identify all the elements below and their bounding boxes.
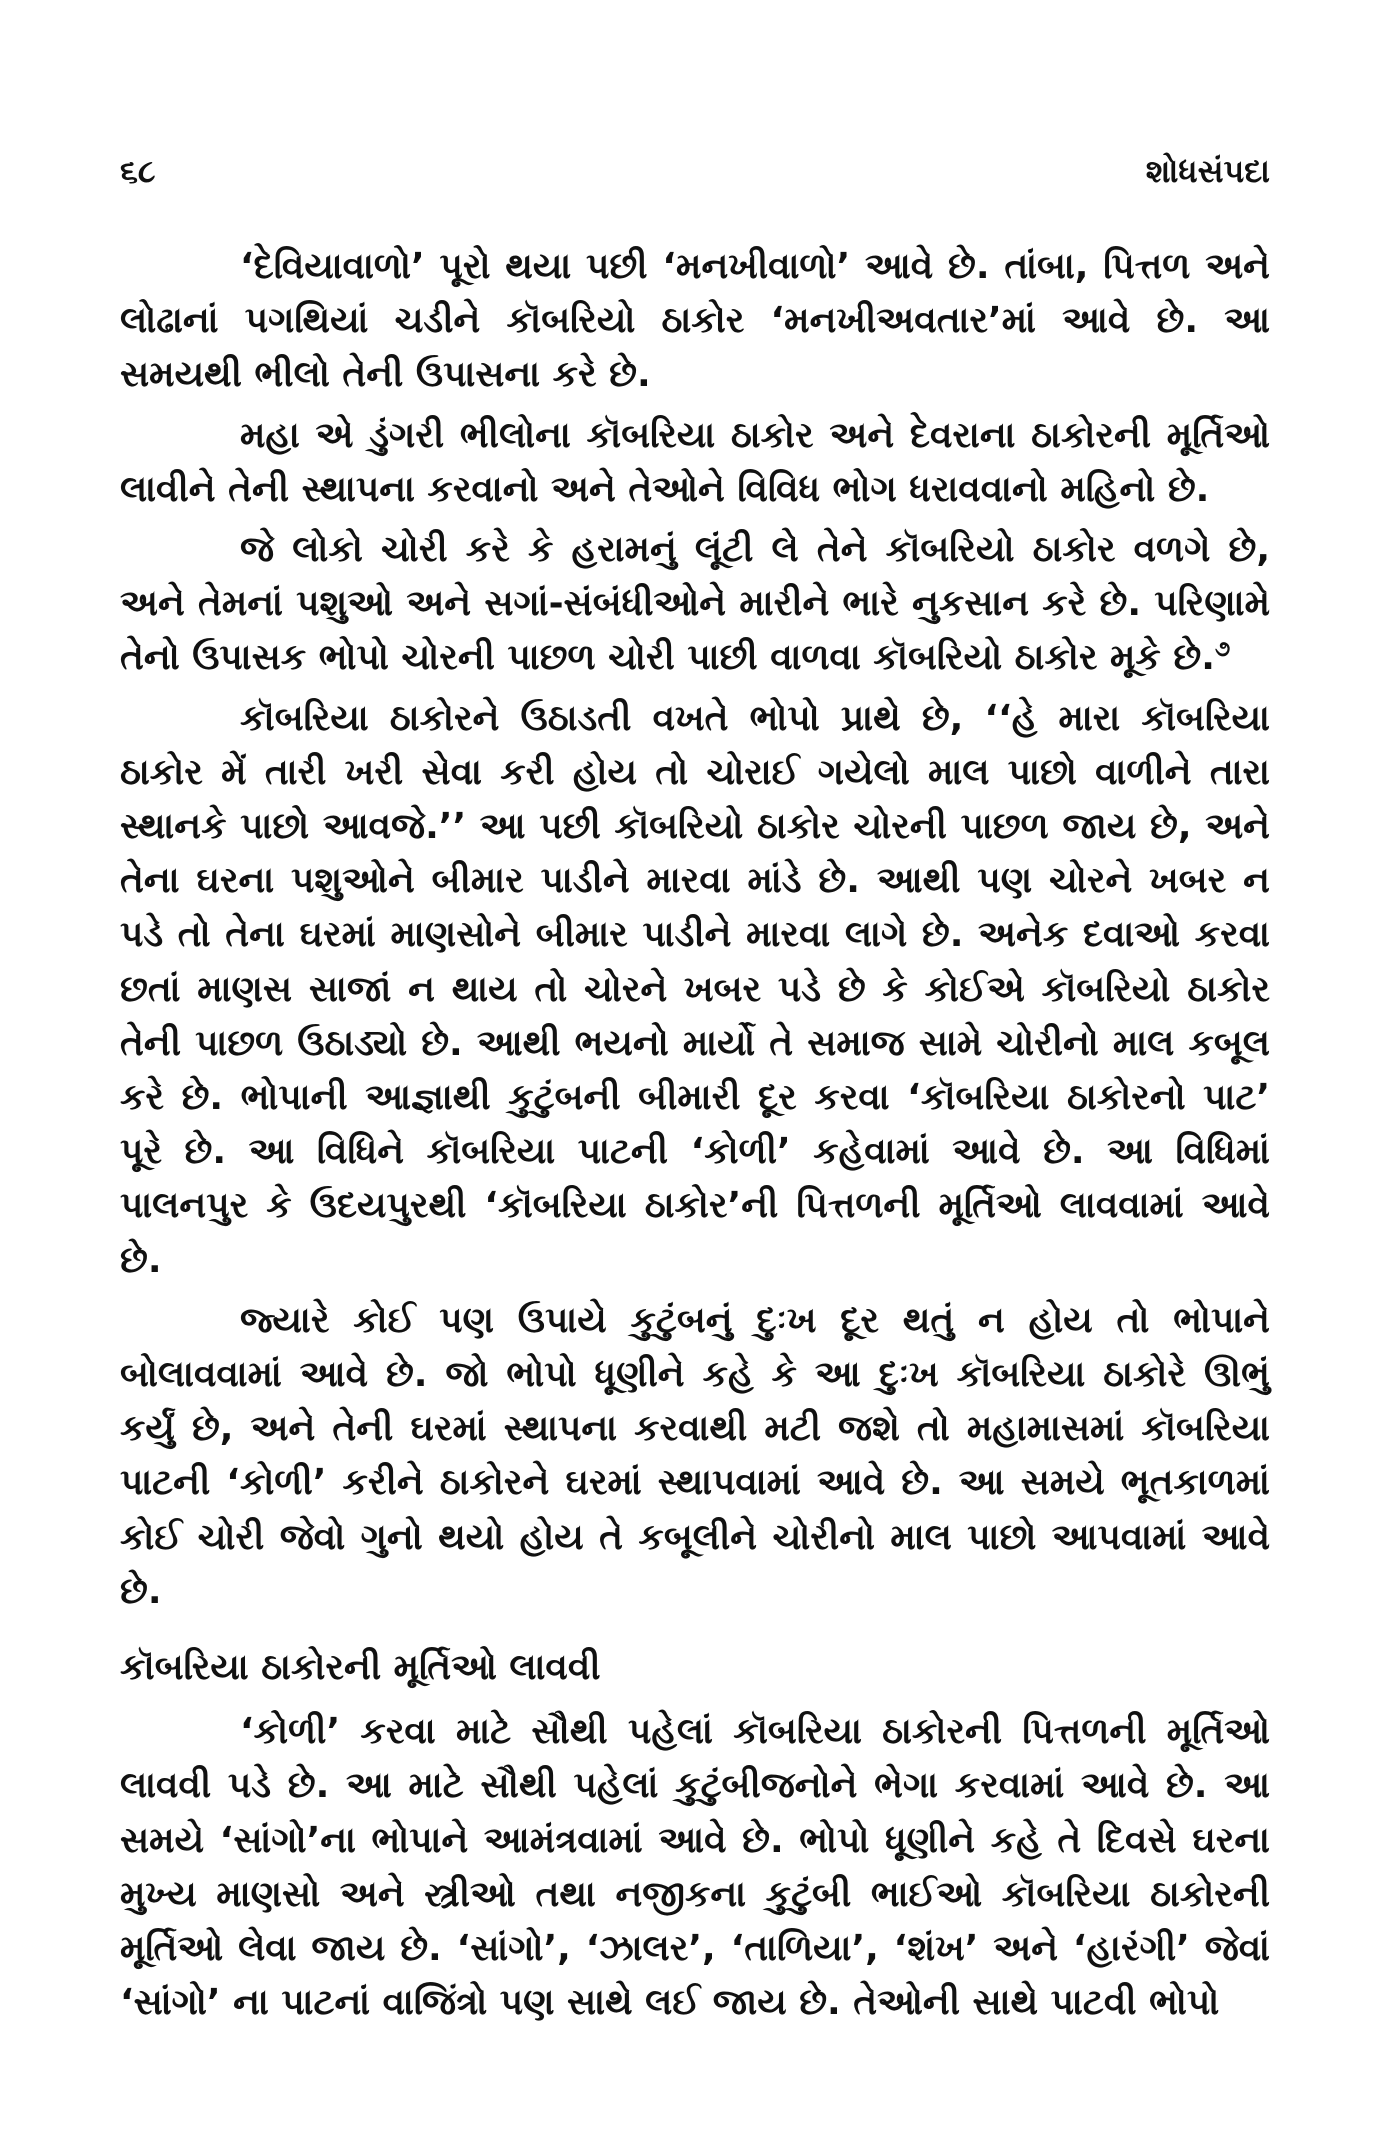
running-title: શોધસંપદા: [1145, 152, 1270, 190]
footnote-marker: ૭: [1214, 637, 1231, 663]
page-header: [120, 152, 1270, 202]
paragraph-1: ‘દેવિયાવાળો’ પૂરો થયા પછી ‘મનખીવાળો’ આવે છે. તાંબા, પિત્તળ અને લોઢાનાં પગથિયાં ચડીને કૉબરિયો ઠાકોર ‘મનખીઅવતાર’માં આવે છે. આ સમયથી ભીલો તેની ઉપાસના કરે છે.: [120, 246, 1270, 396]
section-paragraph-1: ‘કોળી’ કરવા માટે સૌથી પહેલાં કૉબરિયા ઠાકોરની પિત્તળની મૂર્તિઓ લાવવી પડે છે. આ માટે સૌથી પહેલાં કુટુંબીજનોને ભેગા કરવામાં આવે છે. આ સમયે ‘સાંગો’ના ભોપાને આમંત્રવામાં આવે છે. ભોપો ધૂણીને કહે તે દિવસે ઘરના મુખ્ય માણસો અને સ્ત્રીઓ તથા નજીકના કુટુંબી ભાઈઓ કૉબરિયા ઠાકોરની મૂર્તિઓ લેવા જાય છે. ‘સાંગો’, ‘ઝાલર’, ‘તાળિયા’, ‘શંખ’ અને ‘હારંગી’ જેવાં ‘સાંગો’ ના પાટનાં વાજિંત્રો પણ સાથે લઈ જાય છે. તેઓની સાથે પાટવી ભોપો: [120, 1711, 1270, 2024]
paragraph-5: જ્યારે કોઈ પણ ઉપાયે કુટુંબનું દુઃખ દૂર થતું ન હોય તો ભોપાને બોલાવવામાં આવે છે. જો ભોપો ધૂણીને કહે કે આ દુઃખ કૉબરિયા ઠાકોરે ઊભું કર્યું છે, અને તેની ઘરમાં સ્થાપના કરવાથી મટી જશે તો મહામાસમાં કૉબરિયા પાટની ‘કોળી’ કરીને ઠાકોરને ઘરમાં સ્થાપવામાં આવે છે. આ સમયે ભૂતકાળમાં કોઈ ચોરી જેવો ગુનો થયો હોય તે કબૂલીને ચોરીનો માલ પાછો આપવામાં આવે છે.: [120, 1299, 1270, 1612]
paragraph-2: મહા એ ડુંગરી ભીલોના કૉબરિયા ઠાકોર અને દેવરાના ઠાકોરની મૂર્તિઓ લાવીને તેની સ્થાપના કરવાનો અને તેઓને વિવિધ ભોગ ધરાવવાનો મહિનો છે.: [120, 414, 1270, 510]
paragraph-3-text: જે લોકો ચોરી કરે કે હરામનું લૂંટી લે તેને કૉબરિયો ઠાકોર વળગે છે, અને તેમનાં પશુઓ અને સગાં-સંબંધીઓને મારીને ભારે નુકસાન કરે છે. પરિણામે તેનો ઉપાસક ભોપો ચોરની પાછળ ચોરી પાછી વાળવા કૉબરિયો ઠાકોર મૂકે છે.: [120, 529, 1270, 679]
paragraph-3: [120, 523, 1270, 686]
page-number: ૬૮: [120, 152, 156, 190]
page-body: [120, 240, 1270, 2037]
section-heading: કૉબરિયા ઠાકોરની મૂર્તિઓ લાવવી: [120, 1647, 601, 1689]
paragraph-4: કૉબરિયા ઠાકોરને ઉઠાડતી વખતે ભોપો પ્રાથે છે, ‘‘હે મારા કૉબરિયા ઠાકોર મેં તારી ખરી સેવા કરી હોય તો ચોરાઈ ગયેલો માલ પાછો વાળીને તારા સ્થાનકે પાછો આવજે.’’ આ પછી કૉબરિયો ઠાકોર ચોરની પાછળ જાય છે, અને તેના ઘરના પશુઓને બીમાર પાડીને મારવા માંડે છે. આથી પણ ચોરને ખબર ન પડે તો તેના ઘરમાં માણસોને બીમાર પાડીને મારવા લાગે છે. અનેક દવાઓ કરવા છતાં માણસ સાજાં ન થાય તો ચોરને ખબર પડે છે કે કોઈએ કૉબરિયો ઠાકોર તેની પાછળ ઉઠાડ્યો છે. આથી ભયનો માર્યો તે સમાજ સામે ચોરીનો માલ કબૂલ કરે છે. ભોપાની આજ્ઞાથી કુટુંબની બીમારી દૂર કરવા ‘કૉબરિયા ઠાકોરનો પાટ’ પૂરે છે. આ વિધિને કૉબરિયા પાટની ‘કોળી’ કહેવામાં આવે છે. આ વિધિમાં પાલનપુર કે ઉદયપુરથી ‘કૉબરિયા ઠાકોર’ની પિત્તળની મૂર્તિઓ લાવવામાં આવે છે.: [120, 697, 1270, 1281]
